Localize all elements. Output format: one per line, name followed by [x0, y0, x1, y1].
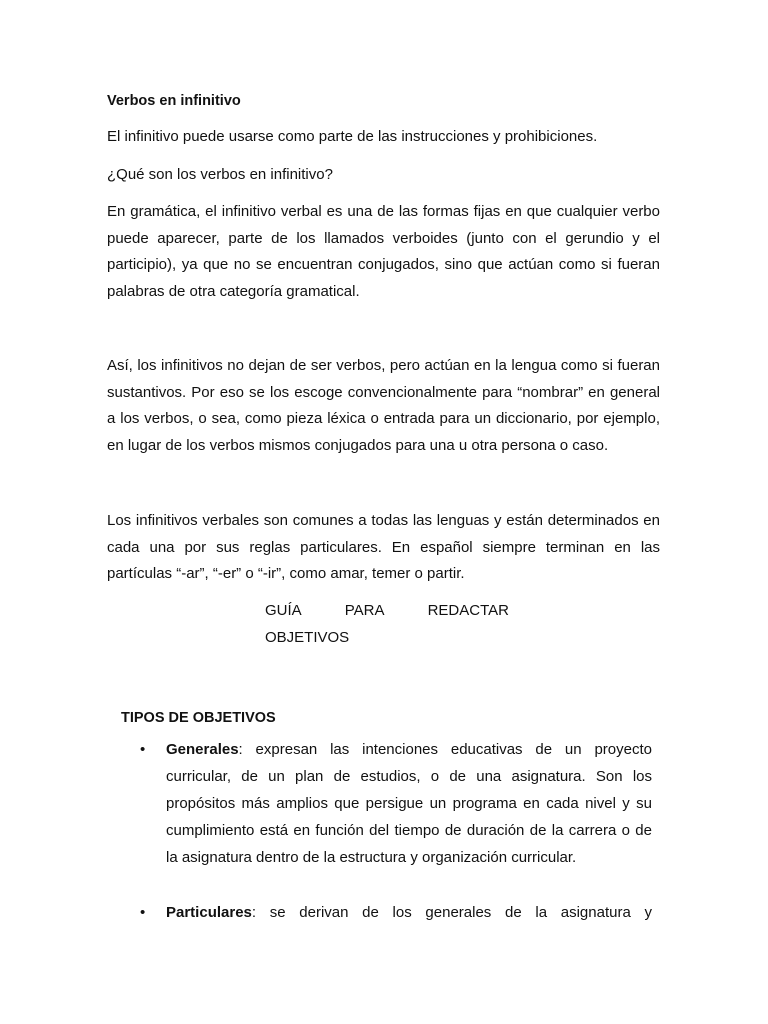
bullet-term: Generales	[166, 741, 239, 758]
bullet-text	[166, 899, 652, 926]
guide-word-redactar: REDACTAR	[427, 602, 509, 619]
guide-heading	[265, 597, 509, 651]
bullet-description: : se derivan de los generales de la asignatura y	[251, 904, 652, 921]
bullet-text	[166, 736, 652, 871]
bullet-description: : expresan las intenciones educativas de un proyecto curricular, de un plan de estudios, o de una asignatura. Son los propósitos más amplios que persigue un programa en cada nivel y su cumplimiento está en función del tiempo de duración de la carrera o de la asignatura dentro de la estructura y organización curricular.	[166, 741, 652, 866]
paragraph-definition: En gramática, el infinitivo verbal es una de las formas fijas en que cualquier verbo puede aparecer, parte de los llamados verboides (junto con el gerundio y el participio), ya que no se encuentran conjugados, sino que actúan como si fueran palabras de otra categoría gramatical.	[107, 203, 660, 301]
guide-word-objetivos: OBJETIVOS	[265, 629, 350, 646]
section-title: TIPOS DE OBJETIVOS	[121, 710, 276, 726]
guide-word-guia: GUÍA	[265, 602, 302, 619]
guide-heading-line	[265, 597, 509, 624]
bullet-icon: •	[140, 741, 146, 758]
paragraph-endings: Los infinitivos verbales son comunes a todas las lenguas y están determinados en cada una por sus reglas particulares. En español siempre terminan en las partículas “-ar”, “-er” o “-ir”, como amar, temer o partir.	[107, 512, 660, 583]
document-title: Verbos en infinitivo	[107, 93, 241, 109]
paragraph-question: ¿Qué son los verbos en infinitivo?	[107, 166, 333, 183]
bullet-icon: •	[140, 904, 146, 921]
paragraph-usage: Así, los infinitivos no dejan de ser verbos, pero actúan en la lengua como si fueran sustantivos. Por eso se los escoge convencionalmente para “nombrar” en general a los verbos, o sea, como pieza léxica o entrada para un diccionario, por ejemplo, en lugar de los verbos mismos conjugados para una u otra persona o caso.	[107, 357, 660, 455]
bullet-term: Particulares	[166, 904, 252, 921]
guide-word-para: PARA	[344, 602, 385, 619]
paragraph-intro: El infinitivo puede usarse como parte de las instrucciones y prohibiciones.	[107, 128, 598, 145]
